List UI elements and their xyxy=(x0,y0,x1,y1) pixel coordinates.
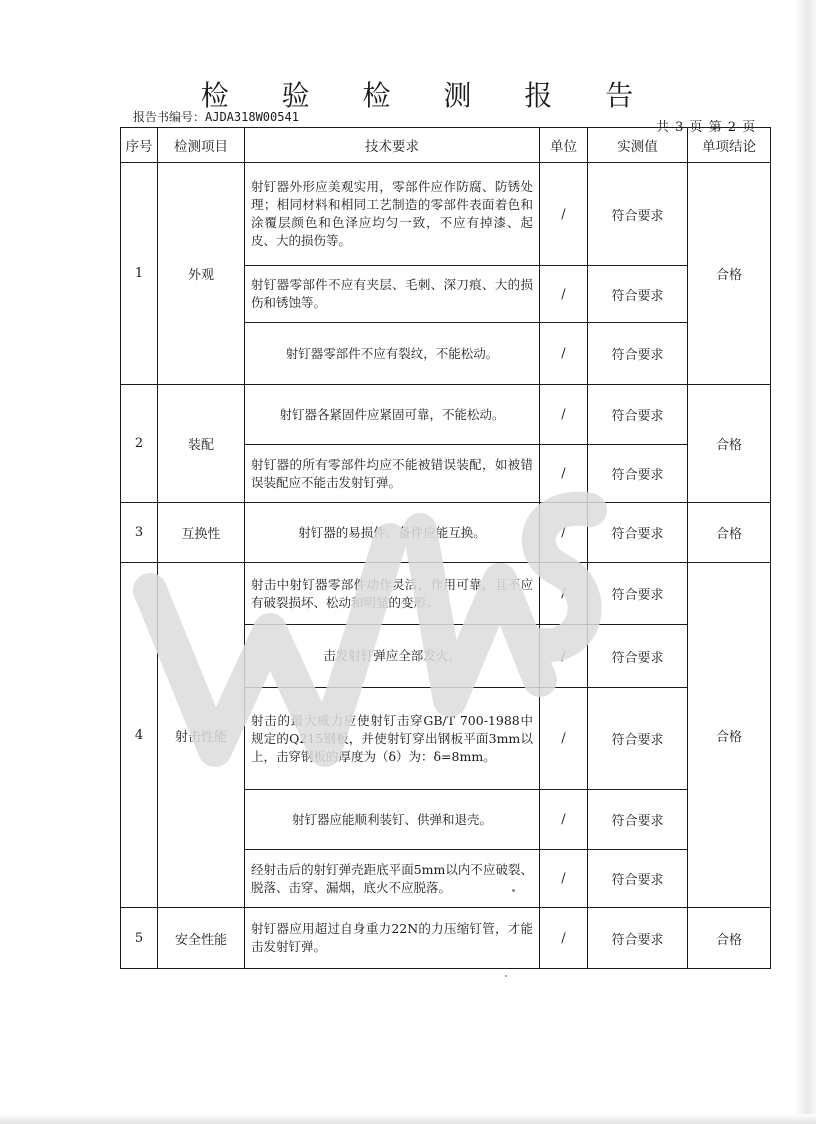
row-requirement: 射击中射钉器零部件动作灵活，作用可靠，且不应有破裂损坏、松动和明显的变形。 xyxy=(245,563,540,625)
row-number: 2 xyxy=(121,385,158,503)
row-unit: / xyxy=(540,323,588,385)
row-conclusion: 合格 xyxy=(688,563,771,908)
row-item: 射击性能 xyxy=(158,563,245,908)
row-value: 符合要求 xyxy=(588,850,688,908)
row-unit: / xyxy=(540,163,588,266)
table-header-row xyxy=(121,128,771,163)
row-value: 符合要求 xyxy=(588,688,688,790)
row-requirement: 射钉器的易损件、备件应能互换。 xyxy=(245,503,540,563)
row-unit: / xyxy=(540,625,588,688)
row-unit: / xyxy=(540,503,588,563)
page-title: 检 验 检 测 报 告 xyxy=(200,79,656,112)
row-item: 装配 xyxy=(158,385,245,503)
row-value: 符合要求 xyxy=(588,503,688,563)
row-value: 符合要求 xyxy=(588,563,688,625)
row-unit: / xyxy=(540,385,588,445)
table-row xyxy=(121,908,771,969)
table-row xyxy=(121,503,771,563)
row-item: 外观 xyxy=(158,163,245,385)
row-requirement: 射钉器应用超过自身重力22N的力压缩钉管，才能击发射钉弹。 xyxy=(245,908,540,969)
row-value: 符合要求 xyxy=(588,625,688,688)
row-requirement: 射钉器零部件不应有夹层、毛刺、深刀痕、大的损伤和锈蚀等。 xyxy=(245,266,540,323)
row-number: 5 xyxy=(121,908,158,969)
header-item: 检测项目 xyxy=(158,128,245,163)
table-row xyxy=(121,563,771,625)
scan-speck xyxy=(512,889,515,892)
scan-edge-bottom xyxy=(0,1114,816,1124)
row-number: 4 xyxy=(121,563,158,908)
row-unit: / xyxy=(540,688,588,790)
scan-edge-right xyxy=(794,0,816,1124)
row-item: 互换性 xyxy=(158,503,245,563)
row-unit: / xyxy=(540,266,588,323)
row-unit: / xyxy=(540,563,588,625)
row-requirement: 经射击后的射钉弹壳距底平面5mm以内不应破裂、脱落、击穿、漏烟，底火不应脱落。 xyxy=(245,850,540,908)
row-conclusion: 合格 xyxy=(688,163,771,385)
header-value: 实测值 xyxy=(588,128,688,163)
row-value: 符合要求 xyxy=(588,908,688,969)
row-conclusion: 合格 xyxy=(688,385,771,503)
page-indicator: 共 3 页 第 2 页 xyxy=(656,120,757,135)
row-requirement: 射钉器各紧固件应紧固可靠，不能松动。 xyxy=(245,385,540,445)
row-value: 符合要求 xyxy=(588,163,688,266)
row-unit: / xyxy=(540,790,588,850)
row-number: 3 xyxy=(121,503,158,563)
row-requirement: 射击的最大威力应使射钉击穿GB/T 700-1988中规定的Q215钢板，并使射钉穿出钢板平面3mm以上，击穿钢板的厚度为（δ）为：δ=8mm。 xyxy=(245,688,540,790)
row-conclusion: 合格 xyxy=(688,503,771,563)
header-requirement: 技术要求 xyxy=(245,128,540,163)
row-requirement: 击发射钉弹应全部发火。 xyxy=(245,625,540,688)
row-requirement: 射钉器零部件不应有裂纹，不能松动。 xyxy=(245,323,540,385)
row-value: 符合要求 xyxy=(588,385,688,445)
scan-speck xyxy=(505,975,507,977)
row-value: 符合要求 xyxy=(588,790,688,850)
header-no: 序号 xyxy=(121,128,158,163)
inspection-table xyxy=(120,127,771,969)
header-unit: 单位 xyxy=(540,128,588,163)
table-row xyxy=(121,385,771,445)
row-number: 1 xyxy=(121,163,158,385)
row-value: 符合要求 xyxy=(588,445,688,503)
row-conclusion: 合格 xyxy=(688,908,771,969)
row-unit: / xyxy=(540,445,588,503)
row-value: 符合要求 xyxy=(588,266,688,323)
table-row xyxy=(121,163,771,266)
row-unit: / xyxy=(540,908,588,969)
header-conclusion: 单项结论 xyxy=(688,128,771,163)
row-unit: / xyxy=(540,850,588,908)
row-value: 符合要求 xyxy=(588,323,688,385)
report-number: 报告书编号：AJDA318W00541 xyxy=(133,110,299,124)
row-requirement: 射钉器外形应美观实用，零部件应作防腐、防锈处理；相同材料和相同工艺制造的零部件表面着色和涂覆层颜色和色泽应均匀一致，不应有掉漆、起皮、大的损伤等。 xyxy=(245,163,540,266)
row-item: 安全性能 xyxy=(158,908,245,969)
row-requirement: 射钉器应能顺利装钉、供弹和退壳。 xyxy=(245,790,540,850)
row-requirement: 射钉器的所有零部件均应不能被错误装配，如被错误装配应不能击发射钉弹。 xyxy=(245,445,540,503)
